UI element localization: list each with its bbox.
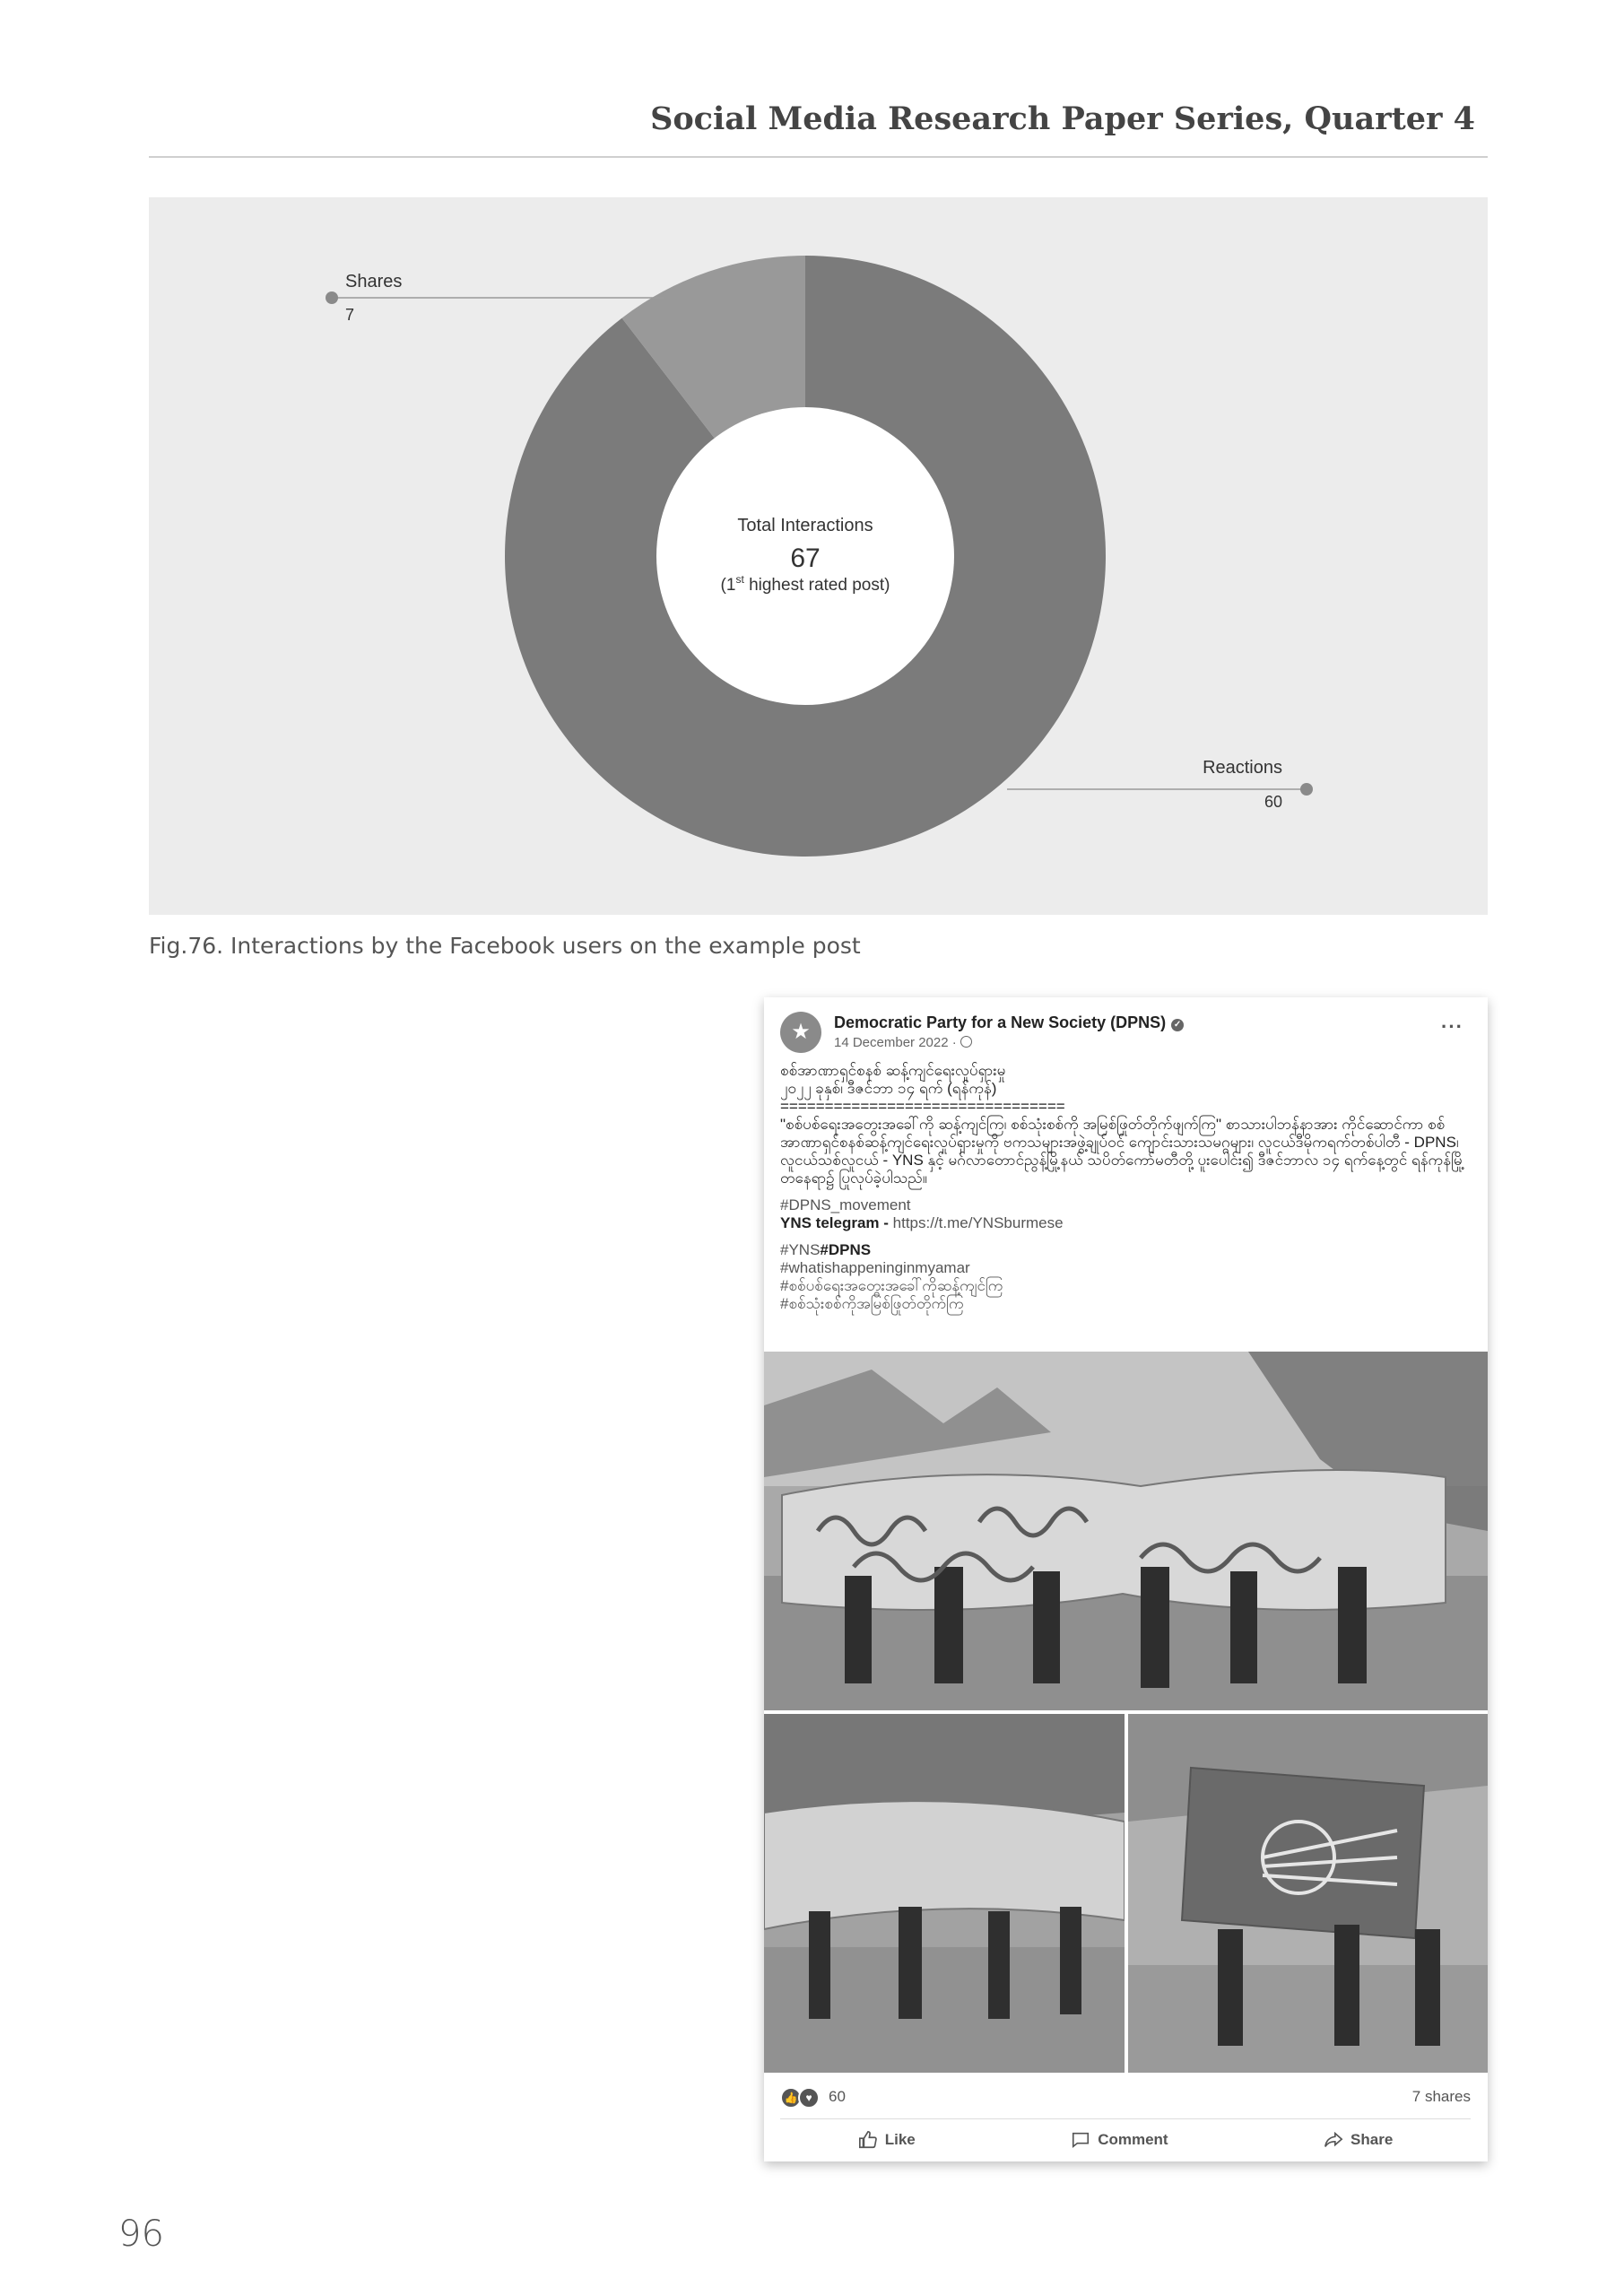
facebook-post — [764, 997, 1488, 2161]
hashtag-dpns[interactable]: #DPNS — [820, 1241, 872, 1258]
post-photo-main[interactable] — [764, 1352, 1488, 1710]
center-rank — [721, 573, 890, 595]
actions-divider — [780, 2118, 1471, 2119]
hashtag-myanmar-2[interactable]: #စစ်သုံးစစ်ကိုအမြစ်ဖြုတ်တိုက်ကြ — [780, 1295, 964, 1312]
share-button[interactable] — [1324, 2124, 1393, 2156]
page-avatar[interactable]: ★ — [780, 1012, 821, 1053]
post-text-line: ၂၀၂၂ ခုနှစ်၊ ဒီဇင်ဘာ ၁၄ ရက် (ရန်ကုန်) — [780, 1080, 997, 1097]
comment-label: Comment — [1098, 2131, 1168, 2148]
header-title: Social Media Research Paper Series, Quarter 4 — [650, 100, 1475, 137]
center-rank-sup: st — [735, 573, 744, 586]
protest-photo-right — [1128, 1714, 1488, 2073]
hashtag-yns[interactable]: #YNS — [780, 1241, 821, 1258]
like-button[interactable] — [858, 2124, 916, 2156]
post-date-line — [834, 1035, 972, 1050]
hashtag-myanmar-1[interactable]: #စစ်ပစ်ရေးအတွေးအခေါ်ကိုဆန့်ကျင်ကြ — [780, 1277, 1003, 1294]
shares-leader-dot — [326, 291, 338, 304]
comment-icon — [1071, 2130, 1090, 2150]
telegram-label: YNS telegram - — [780, 1214, 893, 1231]
donut-chart — [149, 197, 1488, 915]
page-number: 96 — [118, 2213, 164, 2255]
post-text-line: ================================ — [780, 1098, 1065, 1115]
donut-chart-svg — [149, 197, 1488, 915]
reactions-leader-dot — [1300, 783, 1313, 796]
center-total: 67 — [790, 544, 821, 573]
like-label: Like — [884, 2131, 916, 2148]
globe-icon — [960, 1036, 972, 1048]
share-icon — [1324, 2130, 1343, 2150]
post-text — [780, 1062, 1471, 1313]
like-reaction-icon: 👍 — [780, 2087, 802, 2109]
post-stats — [780, 2084, 1471, 2111]
center-rank-prefix: (1 — [720, 576, 736, 595]
protest-photo-left — [764, 1714, 1125, 2073]
page-name[interactable]: Democratic Party for a New Society (DPNS) — [834, 1013, 1167, 1031]
comment-button[interactable] — [1071, 2124, 1168, 2156]
post-text-line: စစ်အာဏာရှင်စနစ် ဆန့်ကျင်ရေးလှုပ်ရှားမှု — [780, 1062, 1006, 1079]
reaction-icons[interactable] — [780, 2087, 816, 2109]
post-actions — [780, 2124, 1471, 2156]
center-title: Total Interactions — [737, 516, 873, 535]
shares-label: Shares — [345, 272, 403, 291]
hashtag-dpns-movement[interactable]: #DPNS_movement — [780, 1196, 911, 1213]
telegram-link[interactable]: https://t.me/YNSburmese — [892, 1214, 1064, 1231]
reactions-label: Reactions — [1203, 758, 1282, 778]
hashtag-whatis[interactable]: #whatishappeninginmyamar — [780, 1259, 970, 1276]
verified-icon: ✓ — [1171, 1019, 1184, 1031]
reactions-value: 60 — [1264, 793, 1282, 811]
reaction-count[interactable]: 60 — [829, 2088, 846, 2105]
share-label: Share — [1350, 2131, 1394, 2148]
post-photo-left[interactable] — [764, 1714, 1125, 2073]
figure-caption: Fig.76. Interactions by the Facebook users on the example post — [149, 933, 861, 959]
shares-value: 7 — [345, 306, 355, 324]
post-photo-right[interactable] — [1128, 1714, 1488, 2073]
share-count[interactable]: 7 shares — [1411, 2088, 1471, 2105]
post-header — [780, 1012, 1471, 1057]
telegram-line — [780, 1214, 1471, 1232]
center-rank-suffix: highest rated post) — [743, 576, 890, 595]
like-icon — [858, 2130, 878, 2150]
more-options-icon[interactable]: ··· — [1441, 1015, 1463, 1038]
post-date[interactable]: 14 December 2022 · — [834, 1035, 957, 1050]
love-reaction-icon: ♥ — [798, 2087, 820, 2109]
header-rule — [149, 156, 1488, 158]
protest-photo-main — [764, 1352, 1488, 1710]
page-name-line — [834, 1013, 1184, 1032]
hashtag-line — [780, 1241, 1471, 1259]
post-text-line: "စစ်ပစ်ရေးအတွေးအခေါ်ကို ဆန့်ကျင်ကြ၊ စစ်သုံးစစ်ကို အမြစ်ဖြုတ်တိုက်ဖျက်ကြ" စာသားပါဘန်နာအား ကိုင်ဆောင်ကာ စစ်အာဏာရှင်စနစ်ဆန့်ကျင်ရေးလှုပ်ရှားမှုကို ဗကသများအဖွဲ့ချုပ်ဝင် ကျောင်းသားသမဂ္ဂများ၊ လူငယ်ဒီမိုကရက်တစ်ပါတီ - DPNS၊ လူငယ်သစ်လူငယ် - YNS နှင့် မဂ်လာတောင်ညွန့်မြို့နယ် သပိတ်ကော်မတီတို့ ပူးပေါင်း၍ ဒီဇင်ဘာလ ၁၄ ရက်နေ့တွင် ရန်ကုန်မြို့တနေရာ၌ ပြုလုပ်ခဲ့ပါသည်။ — [780, 1116, 1465, 1187]
